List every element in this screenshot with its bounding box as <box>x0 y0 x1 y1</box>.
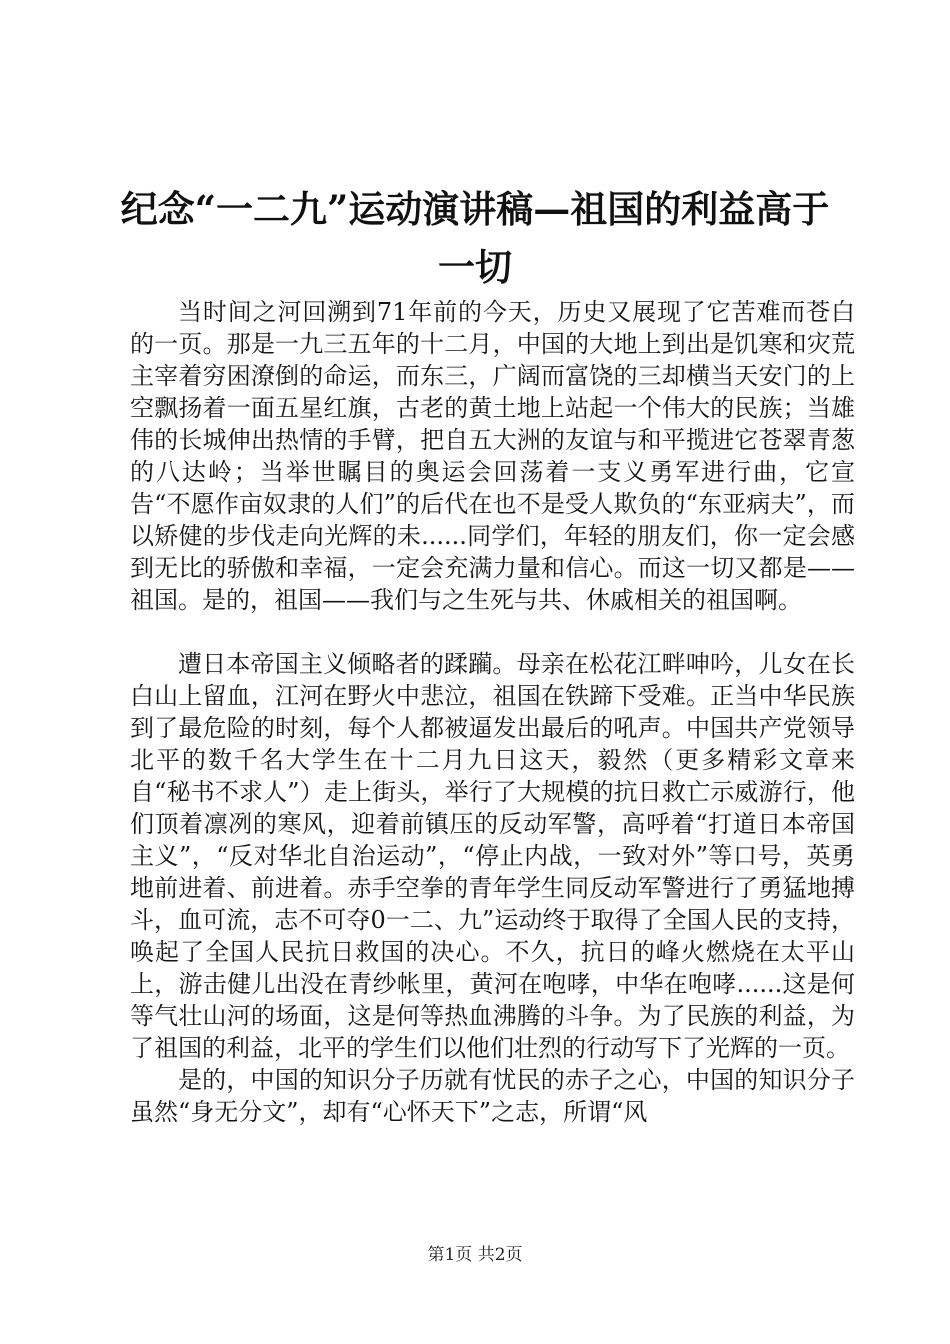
paragraph-3: 是的，中国的知识分子历就有忧民的赤子之心，中国的知识分子虽然“身无分文”，却有“心怀天下”之志，所谓“风 <box>130 1066 855 1126</box>
page-footer: 第1页 共2页 <box>427 1245 523 1265</box>
paragraph-2: 遭日本帝国主义倾略者的蹂躏。母亲在松花江畔呻吟，儿女在长白山上留血，江河在野火中悲泣，祖国在铁蹄下受难。正当中华民族到了最危险的时刻，每个人都被逼发出最后的吼声。中国共产党领导北平的数千名大学生在十二月九日这天，毅然（更多精彩文章来自“秘书不求人”）走上街头，举行了大规模的抗日救亡示威游行，他们顶着凛冽的寒风，迎着前镇压的反动军警，高呼着“打道日本帝国主义”，“反对华北自治运动”，“停止内战，一致对外”等口号，英勇地前进着、前进着。赤手空拳的青年学生同反动军警进行了勇猛地搏斗，血可流，志不可夺0一二、九”运动终于取得了全国人民的支持，唤起了全国人民抗日救国的决心。不久，抗日的峰火燃烧在太平山上，游击健儿出没在青纱帐里，黄河在咆哮，中华在咆哮......这是何等气壮山河的场面，这是何等热血沸腾的斗争。为了民族的利益，为了祖国的利益，北平的学生们以他们壮烈的行动写下了光辉的一页。 <box>130 650 855 1062</box>
document-title: 纪念“一二九”运动演讲稿—祖国的利益高于一切 <box>120 187 830 289</box>
paragraph-1: 当时间之河回溯到71年前的今天，历史又展现了它苦难而苍白的一页。那是一九三五年的十二月，中国的大地上到出是饥寒和灾荒主宰着穷困潦倒的命运，而东三，广阔而富饶的三却横当天安门的上空飘扬着一面五星红旗，古老的黄土地上站起一个伟大的民族；当雄伟的长城伸出热情的手臂，把自五大洲的友谊与和平揽进它苍翠青葱的八达岭；当举世瞩目的奥运会回荡着一支义勇军进行曲，它宣告“不愿作亩奴隶的人们”的后代在也不是受人欺负的“东亚病夫”，而以矫健的步伐走向光辉的未......同学们，年轻的朋友们，你一定会感到无比的骄傲和幸福，一定会充满力量和信心。而这一切又都是——祖国。是的，祖国——我们与之生死与共、休戚相关的祖国啊。 <box>130 298 855 614</box>
document-body <box>130 296 855 1128</box>
